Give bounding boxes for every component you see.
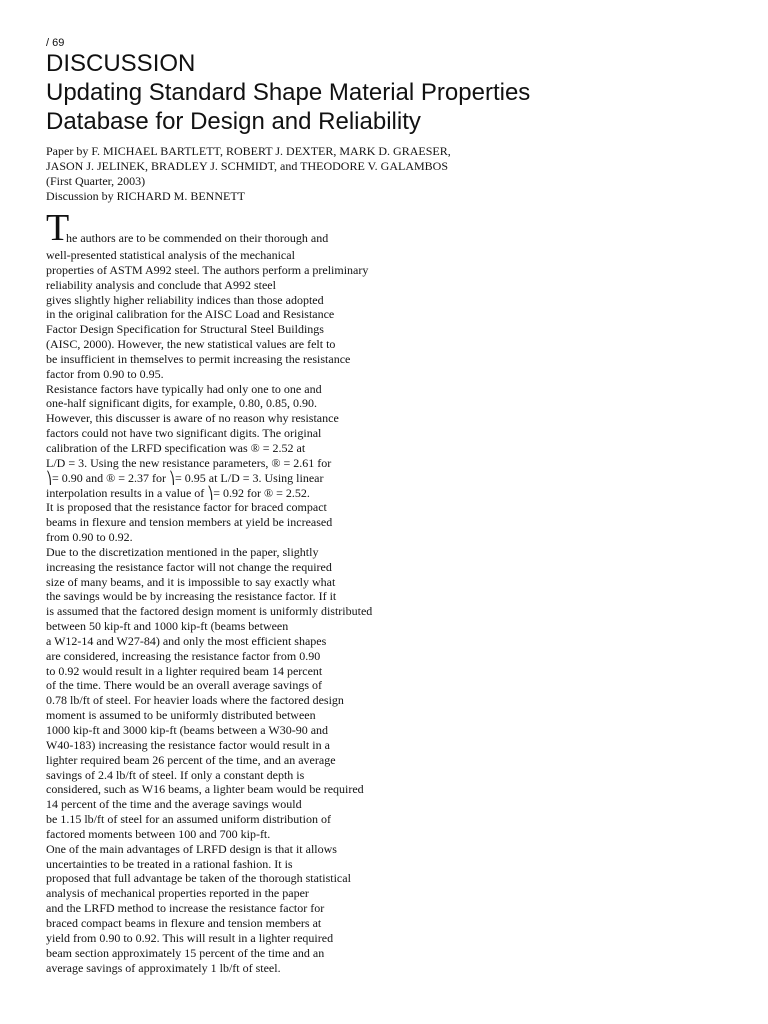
body-line: is assumed that the factored design moment is uniformly distributed bbox=[46, 604, 373, 619]
body-line: L/D = 3. Using the new resistance parameters, ® = 2.61 for bbox=[46, 455, 332, 470]
section-label: DISCUSSION bbox=[46, 50, 196, 77]
body-line: are considered, increasing the resistance factor from 0.90 bbox=[46, 648, 321, 663]
document-page bbox=[46, 36, 746, 975]
body-line: (AISC, 2000). However, the new statistical values are felt to bbox=[46, 337, 336, 352]
body-line: average savings of approximately 1 lb/ft of steel. bbox=[46, 960, 281, 975]
body-text bbox=[46, 207, 746, 975]
body-line: 1000 kip-ft and 3000 kip-ft (beams between a W30-90 and bbox=[46, 723, 329, 737]
body-line: One of the main advantages of LRFD design is that it allows bbox=[46, 841, 337, 856]
article-title bbox=[46, 78, 746, 136]
body-line: factored moments between 100 and 700 kip-ft. bbox=[46, 826, 271, 841]
body-line: size of many beams, and it is impossible to say exactly what bbox=[46, 574, 336, 589]
body-line: in the original calibration for the AISC Load and Resistance bbox=[46, 307, 335, 322]
first-line-text: he authors are to be commended on their thorough and bbox=[66, 231, 329, 246]
body-line: to 0.92 would result in a lighter required beam 14 percent bbox=[46, 663, 323, 678]
title-line: Database for Design and Reliability bbox=[46, 108, 421, 135]
body-line: ⎞= 0.90 and ® = 2.37 for ⎞= 0.95 at L/D = 3. Using linear bbox=[46, 470, 324, 485]
body-line: factors could not have two significant digits. The original bbox=[46, 426, 322, 441]
body-line: between 50 kip-ft and 1000 kip-ft (beams between bbox=[46, 619, 289, 634]
body-line: the savings would be by increasing the resistance factor. If it bbox=[46, 589, 337, 604]
body-line: properties of ASTM A992 steel. The authors perform a preliminary bbox=[46, 262, 369, 277]
body-line: be insufficient in themselves to permit increasing the resistance bbox=[46, 351, 351, 366]
body-line: 0.78 lb/ft of steel. For heavier loads where the factored design bbox=[46, 693, 344, 708]
body-line: lighter required beam 26 percent of the time, and an average bbox=[46, 752, 336, 767]
body-line: beams in flexure and tension members at yield be increased bbox=[46, 515, 333, 530]
body-line: factor from 0.90 to 0.95. bbox=[46, 366, 164, 381]
body-line: increasing the resistance factor will not change the required bbox=[46, 559, 332, 574]
body-line: 14 percent of the time and the average savings would bbox=[46, 797, 302, 812]
body-line: Factor Design Specification for Structural Steel Buildings bbox=[46, 322, 324, 337]
body-line: gives slightly higher reliability indices than those adopted bbox=[46, 292, 324, 307]
body-line: calibration of the LRFD specification was ® = 2.52 at bbox=[46, 440, 306, 455]
authors-line: JASON J. JELINEK, BRADLEY J. SCHMIDT, and THEODORE V. GALAMBOS bbox=[46, 159, 449, 173]
body-line: uncertainties to be treated in a rational fashion. It is bbox=[46, 856, 293, 871]
body-line: well-presented statistical analysis of the mechanical bbox=[46, 248, 295, 262]
issue-line: (First Quarter, 2003) bbox=[46, 174, 146, 188]
body-line: of the time. There would be an overall average savings of bbox=[46, 678, 323, 693]
body-line: Resistance factors have typically had only one to one and bbox=[46, 381, 322, 396]
page-number: / 69 bbox=[46, 37, 65, 49]
authors-line: Paper by F. MICHAEL BARTLETT, ROBERT J. DEXTER, MARK D. GRAESER, bbox=[46, 144, 451, 158]
first-line bbox=[46, 207, 746, 249]
body-line: reliability analysis and conclude that A992 steel bbox=[46, 277, 276, 292]
byline bbox=[46, 144, 746, 204]
title-line: Updating Standard Shape Material Properties bbox=[46, 79, 531, 106]
body-line: Due to the discretization mentioned in the paper, slightly bbox=[46, 544, 319, 559]
discusser-line: Discussion by RICHARD M. BENNETT bbox=[46, 189, 246, 203]
body-line: a W12-14 and W27-84) and only the most efficient shapes bbox=[46, 633, 327, 648]
body-line: and the LRFD method to increase the resistance factor for bbox=[46, 901, 325, 916]
body-line: analysis of mechanical properties reported in the paper bbox=[46, 886, 309, 901]
body-line: proposed that full advantage be taken of the thorough statistical bbox=[46, 871, 351, 886]
body-line: It is proposed that the resistance factor for braced compact bbox=[46, 500, 327, 515]
body-line: savings of 2.4 lb/ft of steel. If only a constant depth is bbox=[46, 767, 305, 782]
body-line: yield from 0.90 to 0.92. This will result in a lighter required bbox=[46, 930, 334, 945]
body-line: interpolation results in a value of ⎞= 0.92 for ® = 2.52. bbox=[46, 485, 310, 500]
body-line: moment is assumed to be uniformly distributed between bbox=[46, 708, 316, 723]
body-line: braced compact beams in flexure and tension members at bbox=[46, 915, 322, 930]
body-line: be 1.15 lb/ft of steel for an assumed uniform distribution of bbox=[46, 812, 331, 827]
body-line: beam section approximately 15 percent of the time and an bbox=[46, 945, 325, 960]
drop-cap: T bbox=[46, 207, 70, 249]
body-line: one-half significant digits, for example, 0.80, 0.85, 0.90. bbox=[46, 396, 317, 411]
body-line: W40-183) increasing the resistance factor would result in a bbox=[46, 737, 330, 752]
body-line: considered, such as W16 beams, a lighter beam would be required bbox=[46, 782, 364, 797]
body-line: However, this discusser is aware of no reason why resistance bbox=[46, 411, 339, 426]
body-line: from 0.90 to 0.92. bbox=[46, 530, 133, 545]
